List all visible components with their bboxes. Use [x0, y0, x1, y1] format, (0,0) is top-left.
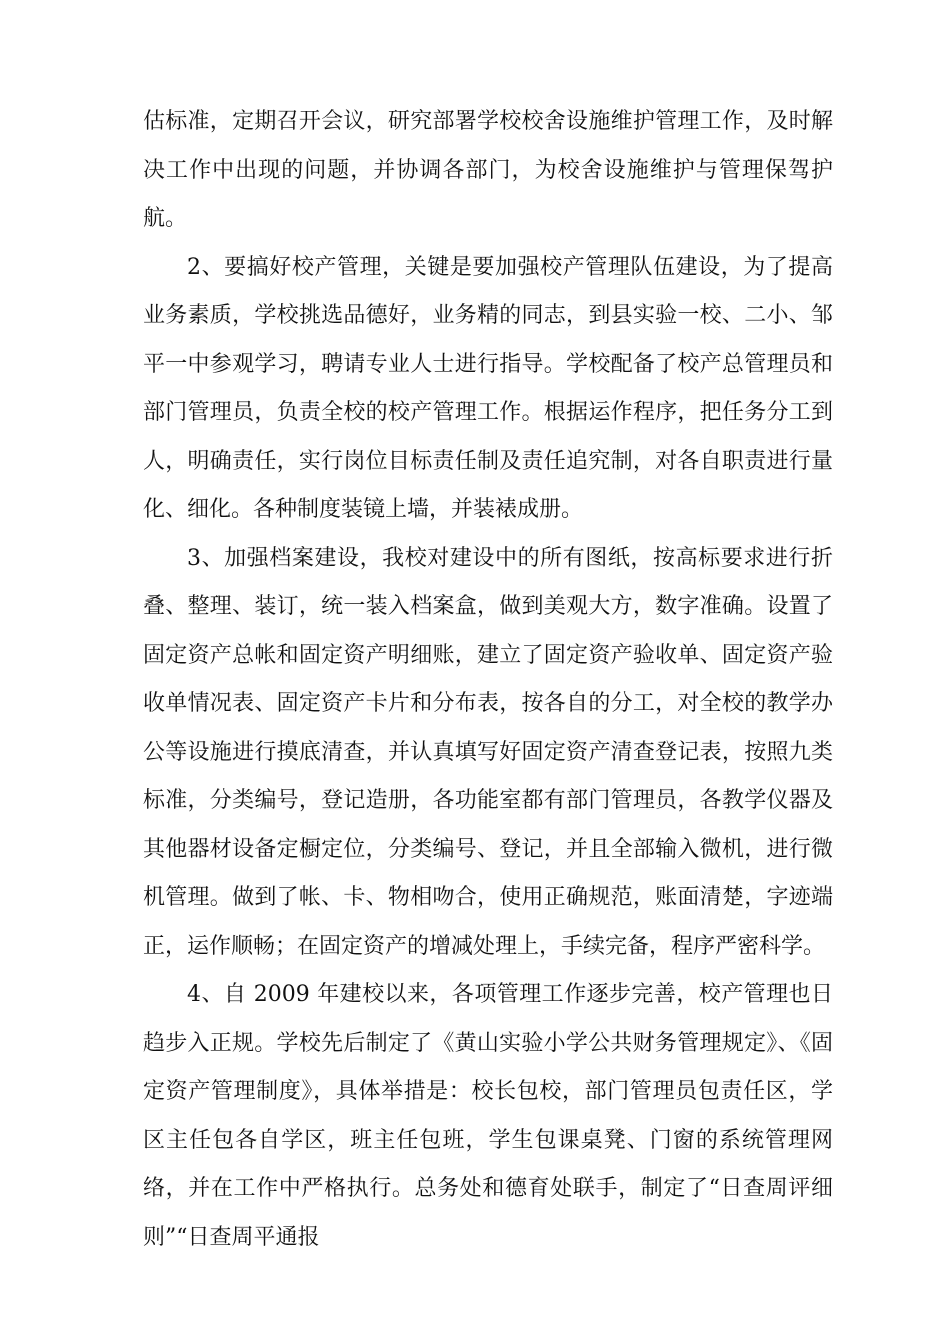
paragraph-3-archives: 3、加强档案建设，我校对建设中的所有图纸，按高标要求进行折叠、整理、装订，统一装入档案盒，做到美观大方，数字准确。设置了固定资产总帐和固定资产明细账，建立了固定资产验收单、固定资产验收单情况表、固定资产卡片和分布表，按各自的分工，对全校的教学办公等设施进行摸底清查，并认真填写好固定资产清查登记表，按照九类标准，分类编号，登记造册，各功能室都有部门管理员，各教学仪器及其他器材设备定橱定位，分类编号、登记，并且全部输入微机，进行微机管理。做到了帐、卡、物相吻合，使用正确规范，账面清楚，字迹端正，运作顺畅；在固定资产的增减处理上，手续完备，程序严密科学。	[143, 545, 833, 959]
paragraph-continued-1: 估标准，定期召开会议，研究部署学校校舍设施维护管理工作，及时解决工作中出现的问题，并协调各部门，为校舍设施维护与管理保驾护航。	[143, 109, 833, 231]
paragraph-4-management-rules: 4、自 2009 年建校以来，各项管理工作逐步完善，校产管理也日趋步入正规。学校先后制定了《黄山实验小学公共财务管理规定》、《固定资产管理制度》，具体举措是：校长包校，部门管理员包责任区，学区主任包各自学区，班主任包班，学生包课桌凳、门窗的系统管理网络，并在工作中严格执行。总务处和德育处联手，制定了“日查周评细则”“日查周平通报	[143, 982, 833, 1250]
document-body	[143, 98, 833, 1262]
paragraph-2-asset-team: 2、要搞好校产管理，关键是要加强校产管理队伍建设，为了提高业务素质，学校挑选品德好，业务精的同志，到县实验一校、二小、邹平一中参观学习，聘请专业人士进行指导。学校配备了校产总管理员和部门管理员，负责全校的校产管理工作。根据运作程序，把任务分工到人，明确责任，实行岗位目标责任制及责任追究制，对各自职责进行量化、细化。各种制度装镜上墙，并装裱成册。	[143, 254, 833, 522]
